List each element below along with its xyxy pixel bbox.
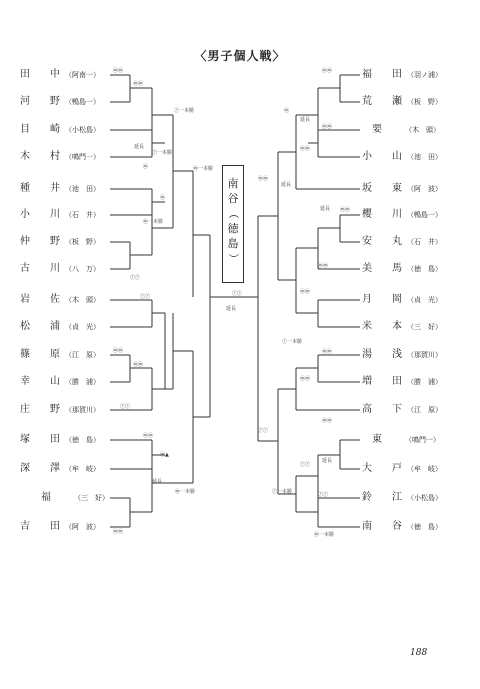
player-right: 美 馬（徳 島）	[362, 263, 442, 274]
score-mark: ⓜⓜ	[300, 146, 311, 152]
player-right: 櫻 川（鴨島一）	[362, 209, 442, 220]
score-mark: ⓜ	[160, 195, 166, 201]
player-left: 岩 佐（木 頭）	[20, 294, 100, 305]
score-mark: ⓜⓜ	[133, 362, 144, 368]
score-mark: ⓜⓜ	[300, 376, 311, 382]
player-right: 南 谷（徳 島）	[362, 521, 442, 532]
score-mark: ⓜ一本勝	[193, 166, 214, 172]
player-left: 幸 山（勝 浦）	[20, 376, 100, 387]
score-mark: ⓜⓜ	[322, 349, 333, 355]
player-left: 塚 田（徳 島）	[20, 434, 100, 445]
player-right: 要 （木 頭）	[372, 124, 440, 135]
score-mark: ⓜⓜ	[143, 433, 154, 439]
score-mark: ⓨ一本勝	[272, 489, 293, 495]
player-left: 小 川（石 井）	[20, 209, 100, 220]
score-mark: ⓜⓜ	[133, 81, 144, 87]
score-mark: ⓜ一本勝	[143, 219, 164, 225]
score-mark: ⓜⓜ	[318, 263, 329, 269]
score-mark: ⓜ	[143, 164, 149, 170]
score-mark: ⓨⓨ	[120, 404, 131, 410]
score-mark: 延長	[226, 306, 237, 312]
player-right: 湯 浅（那賀川）	[362, 349, 442, 360]
score-mark: ⓜⓜ	[322, 68, 333, 74]
score-mark: ⓜ一本勝	[314, 532, 335, 538]
score-mark: ⓜⓜ	[113, 68, 124, 74]
player-right: 高 下（江 原）	[362, 404, 442, 415]
player-right: 小 山（池 田）	[362, 151, 442, 162]
score-mark: ⓜⓜ	[340, 207, 351, 213]
score-mark: ⓨⓨ	[140, 294, 151, 300]
score-mark: 延長	[134, 144, 145, 150]
player-left: 福 （三 好）	[41, 492, 109, 503]
score-mark: 延長	[300, 117, 311, 123]
score-mark: ⓨⓨ	[318, 492, 329, 498]
score-mark: ⓨ一本勝	[152, 150, 173, 156]
player-left: 田 中（阿南一）	[20, 69, 100, 80]
player-left: 仲 野（板 野）	[20, 236, 100, 247]
score-mark: ⓜⓜ	[258, 176, 269, 182]
player-left: 篠 原（江 原）	[20, 349, 100, 360]
score-mark: ⓨⓨ	[300, 462, 311, 468]
player-left: 松 浦（貞 光）	[20, 321, 100, 332]
player-right: 大 戸（牟 岐）	[362, 463, 442, 474]
player-right: 荒 瀬（板 野）	[362, 96, 442, 107]
player-left: 吉 田（阿 波）	[20, 521, 100, 532]
player-right: 坂 東（阿 波）	[362, 183, 442, 194]
player-right: 米 本（三 好）	[362, 321, 442, 332]
score-mark: 延長	[320, 206, 331, 212]
player-left: 庄 野（那賀川）	[20, 404, 100, 415]
page-title: 〈男子個人戦〉	[194, 49, 286, 63]
player-right: 安 丸（石 井）	[362, 236, 442, 247]
score-mark: 延長	[152, 479, 163, 485]
score-mark: ⓨⓨ	[258, 428, 269, 434]
player-left: 木 村（鳴門一）	[20, 151, 100, 162]
score-mark: ⓜ	[284, 108, 290, 114]
score-mark: ⓨ一本勝	[282, 339, 303, 345]
score-mark: ⓨⓨ	[130, 275, 141, 281]
page-number: 188	[410, 648, 428, 658]
score-mark: 延長	[322, 458, 333, 464]
player-left: 深 澤（牟 岐）	[20, 463, 100, 474]
score-mark: ⓜⓜ	[113, 529, 124, 535]
score-mark: ⓜ▲	[160, 452, 169, 458]
score-mark: ⓨⓨ	[232, 291, 243, 297]
player-left: 河 野（鴨島一）	[20, 96, 100, 107]
player-right: 月 岡（貞 光）	[362, 294, 442, 305]
player-right: 福 田（羽ノ浦）	[362, 69, 442, 80]
score-mark: ⓜ一本勝	[175, 489, 196, 495]
player-right: 増 田（勝 浦）	[362, 376, 442, 387]
player-left: 古 川（八 万）	[20, 263, 100, 274]
score-mark: ⓜⓜ	[322, 124, 333, 130]
player-left: 種 井（池 田）	[20, 183, 100, 194]
player-left: 目 崎（小松島）	[20, 124, 100, 135]
score-mark: ⓜⓜ	[300, 289, 311, 295]
score-mark: ⓜⓜ	[322, 418, 333, 424]
player-right: 鈴 江（小松島）	[362, 492, 442, 503]
score-mark: 延長	[281, 182, 292, 188]
player-right: 東 （鳴門一）	[372, 434, 440, 445]
score-mark: ⓨ一本勝	[174, 108, 195, 114]
champion-box: 南 谷 （ 徳 島 ）	[222, 165, 244, 283]
score-mark: ⓜⓜ	[113, 348, 124, 354]
